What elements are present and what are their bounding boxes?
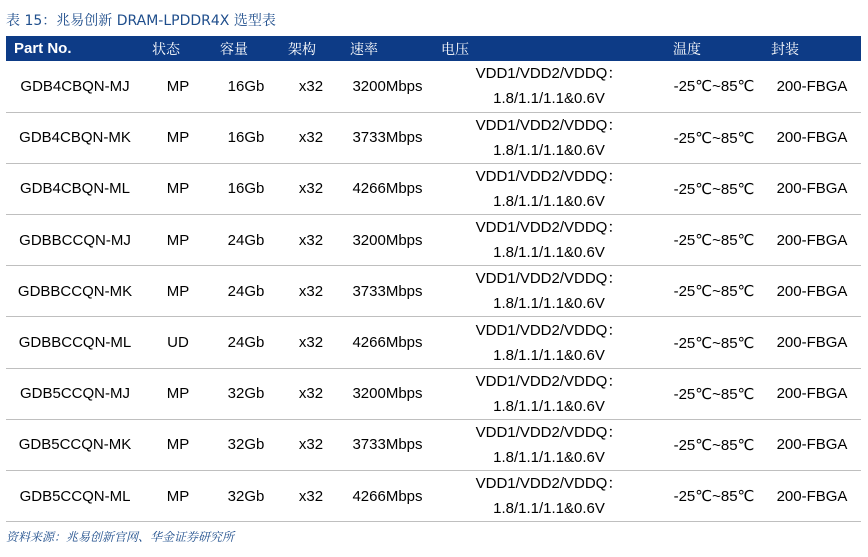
speed-cell: 4266Mbps [352, 180, 423, 198]
capacity-cell: 24Gb [227, 282, 265, 300]
capacity-cell: 16Gb [227, 180, 265, 198]
voltage-cell [433, 112, 665, 163]
part-no-cell: GDB4CBQN-MJ [20, 77, 130, 95]
source-note: 资料来源：兆易创新官网、华金证券研究所 [6, 530, 235, 544]
package-cell: 200-FBGA [776, 282, 848, 300]
header-part-no: Part No. [14, 40, 72, 57]
header-package: 封装 [771, 41, 799, 58]
temperature-cell: -25℃~85℃ [673, 385, 755, 403]
architecture-cell: x32 [298, 487, 324, 505]
speed-cell: 3200Mbps [352, 77, 423, 95]
architecture-cell: x32 [298, 385, 324, 403]
part-no-cell: GDBBCCQN-ML [18, 334, 132, 352]
part-no-cell: GDB4CBQN-MK [19, 129, 131, 147]
architecture-cell: x32 [298, 436, 324, 454]
table-row [6, 317, 861, 368]
speed-cell: 3200Mbps [352, 385, 423, 403]
header-capacity: 容量 [220, 41, 248, 58]
architecture-cell: x32 [298, 77, 324, 95]
capacity-cell: 32Gb [227, 487, 265, 505]
status-cell: MP [166, 487, 190, 505]
voltage-rails-label: VDD1/VDD2/VDDQ： [475, 321, 623, 339]
table-row [6, 61, 861, 112]
status-cell: MP [166, 180, 190, 198]
speed-cell: 3733Mbps [352, 129, 423, 147]
voltage-cell [433, 317, 665, 368]
header-temperature: 温度 [673, 41, 701, 58]
package-cell: 200-FBGA [776, 129, 848, 147]
status-cell: MP [166, 77, 190, 95]
status-cell: MP [166, 231, 190, 249]
part-no-cell: GDBBCCQN-MK [17, 282, 133, 300]
status-cell: MP [166, 129, 190, 147]
voltage-rails-label: VDD1/VDD2/VDDQ： [475, 65, 623, 83]
speed-cell: 3733Mbps [352, 282, 423, 300]
capacity-cell: 16Gb [227, 129, 265, 147]
voltage-cell [433, 215, 665, 266]
voltage-values: 1.8/1.1/1.1&0.6V [493, 90, 605, 108]
voltage-cell [433, 419, 665, 470]
temperature-cell: -25℃~85℃ [673, 129, 755, 147]
capacity-cell: 24Gb [227, 231, 265, 249]
temperature-cell: -25℃~85℃ [673, 283, 755, 301]
voltage-rails-label: VDD1/VDD2/VDDQ： [475, 219, 623, 237]
table-title: 表 15：兆易创新 DRAM-LPDDR4X 选型表 [6, 13, 276, 29]
voltage-values: 1.8/1.1/1.1&0.6V [493, 192, 605, 210]
table-row [6, 112, 861, 163]
part-no-cell: GDB5CCQN-MJ [19, 385, 130, 403]
part-no-cell: GDB5CCQN-ML [19, 487, 131, 505]
voltage-values: 1.8/1.1/1.1&0.6V [493, 244, 605, 262]
voltage-cell [433, 61, 665, 112]
package-cell: 200-FBGA [776, 231, 848, 249]
voltage-rails-label: VDD1/VDD2/VDDQ： [475, 423, 623, 441]
temperature-cell: -25℃~85℃ [673, 232, 755, 250]
temperature-cell: -25℃~85℃ [673, 436, 755, 454]
architecture-cell: x32 [298, 231, 324, 249]
architecture-cell: x32 [298, 180, 324, 198]
package-cell: 200-FBGA [776, 385, 848, 403]
header-voltage: 电压 [441, 41, 469, 58]
voltage-rails-label: VDD1/VDD2/VDDQ： [475, 116, 623, 134]
voltage-rails-label: VDD1/VDD2/VDDQ： [475, 475, 623, 493]
status-cell: MP [166, 385, 190, 403]
speed-cell: 3733Mbps [352, 436, 423, 454]
voltage-cell [433, 266, 665, 317]
temperature-cell: -25℃~85℃ [673, 180, 755, 198]
speed-cell: 4266Mbps [352, 487, 423, 505]
voltage-values: 1.8/1.1/1.1&0.6V [493, 141, 605, 159]
voltage-cell [433, 163, 665, 214]
voltage-values: 1.8/1.1/1.1&0.6V [493, 295, 605, 313]
part-no-cell: GDB5CCQN-MK [18, 436, 132, 454]
voltage-values: 1.8/1.1/1.1&0.6V [493, 397, 605, 415]
voltage-cell [433, 471, 665, 522]
voltage-rails-label: VDD1/VDD2/VDDQ： [475, 372, 623, 390]
package-cell: 200-FBGA [776, 487, 848, 505]
table-row [6, 368, 861, 419]
lpddr4x-selection-table [6, 36, 861, 522]
table-row [6, 419, 861, 470]
speed-cell: 4266Mbps [352, 334, 423, 352]
header-architecture: 架构 [288, 41, 316, 58]
voltage-cell [433, 368, 665, 419]
package-cell: 200-FBGA [776, 180, 848, 198]
table-row [6, 266, 861, 317]
temperature-cell: -25℃~85℃ [673, 334, 755, 352]
architecture-cell: x32 [298, 334, 324, 352]
capacity-cell: 32Gb [227, 436, 265, 454]
table-header-row [6, 36, 861, 61]
temperature-cell: -25℃~85℃ [673, 488, 755, 506]
voltage-rails-label: VDD1/VDD2/VDDQ： [475, 270, 623, 288]
table-row [6, 471, 861, 522]
voltage-rails-label: VDD1/VDD2/VDDQ： [475, 167, 623, 185]
capacity-cell: 32Gb [227, 385, 265, 403]
part-no-cell: GDBBCCQN-MJ [19, 231, 131, 249]
status-cell: UD [167, 334, 189, 352]
voltage-values: 1.8/1.1/1.1&0.6V [493, 346, 605, 364]
table-row [6, 215, 861, 266]
architecture-cell: x32 [298, 129, 324, 147]
header-speed: 速率 [350, 41, 378, 58]
package-cell: 200-FBGA [776, 436, 848, 454]
package-cell: 200-FBGA [776, 334, 848, 352]
table-row [6, 163, 861, 214]
package-cell: 200-FBGA [776, 77, 848, 95]
temperature-cell: -25℃~85℃ [673, 78, 755, 96]
header-status: 状态 [152, 41, 180, 58]
speed-cell: 3200Mbps [352, 231, 423, 249]
capacity-cell: 24Gb [227, 334, 265, 352]
voltage-values: 1.8/1.1/1.1&0.6V [493, 500, 605, 518]
voltage-values: 1.8/1.1/1.1&0.6V [493, 448, 605, 466]
status-cell: MP [166, 282, 190, 300]
capacity-cell: 16Gb [227, 77, 265, 95]
part-no-cell: GDB4CBQN-ML [19, 180, 131, 198]
status-cell: MP [166, 436, 190, 454]
architecture-cell: x32 [298, 282, 324, 300]
